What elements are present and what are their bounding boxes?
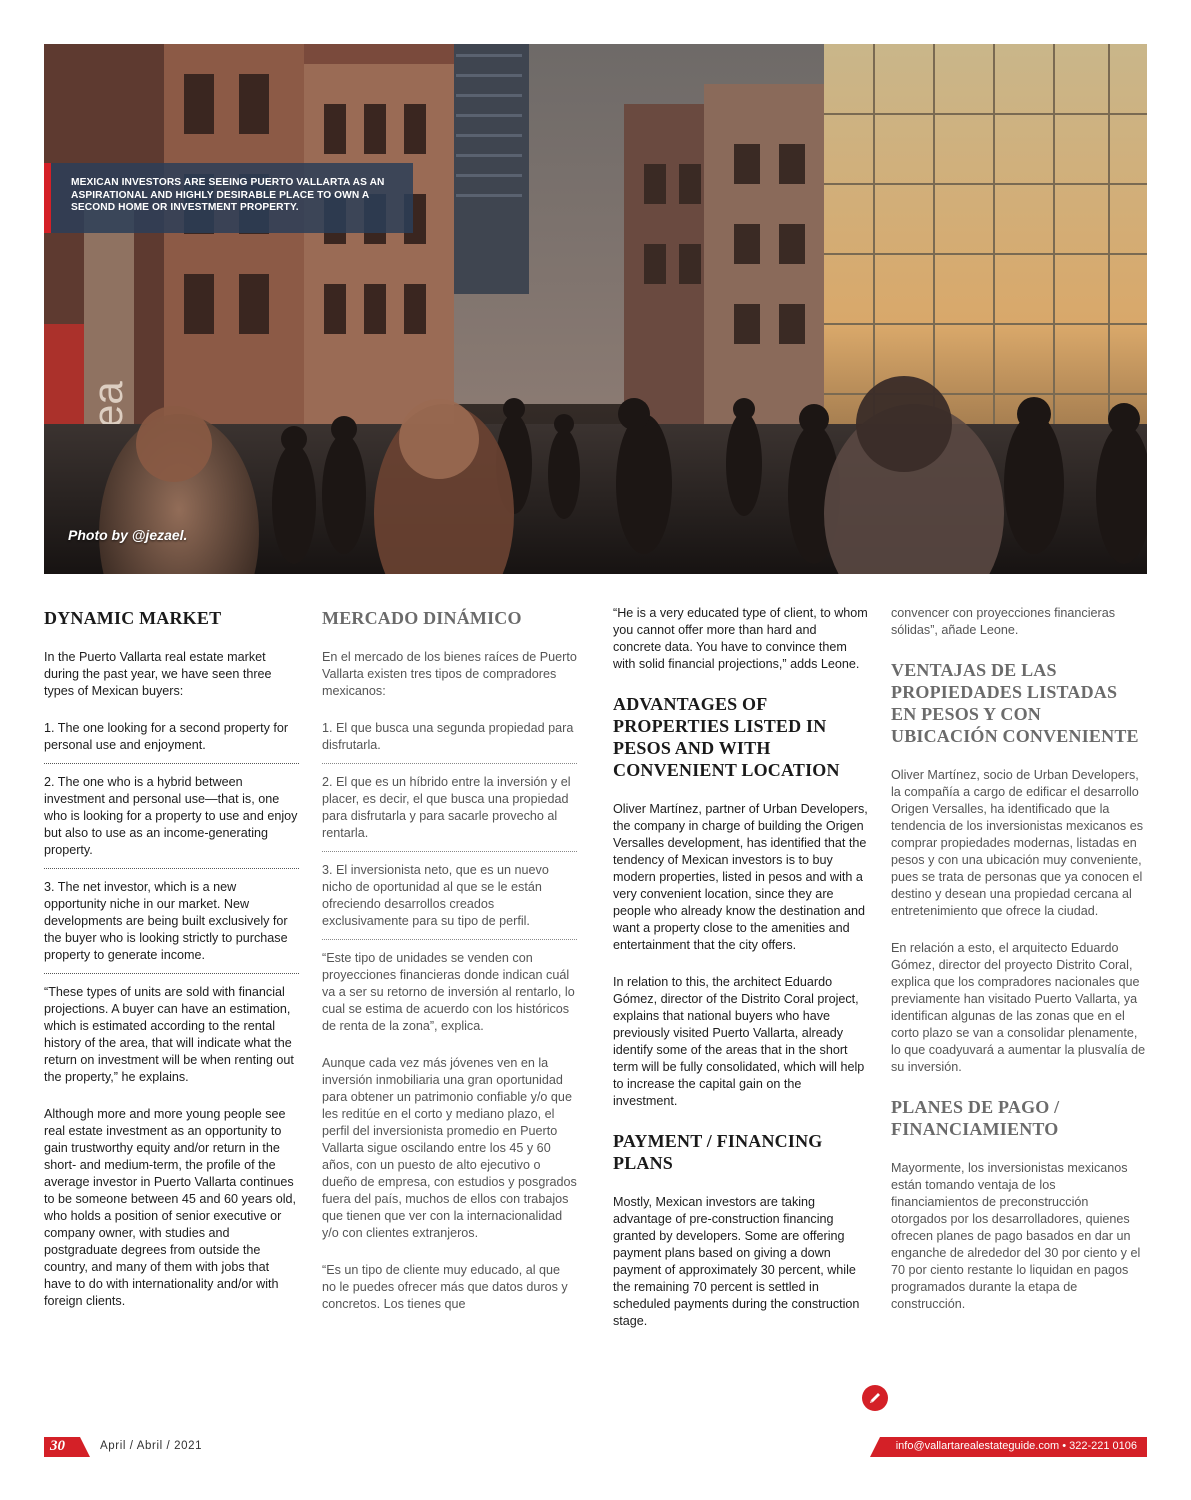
list-item: 2. El que es un híbrido entre la inversión y el placer, es decir, el que busca una propiedad para disfrutarla y para sacarle provecho al rentarla. bbox=[322, 775, 571, 840]
dotted-divider bbox=[322, 939, 577, 940]
pencil-icon bbox=[868, 1391, 882, 1405]
photo-caption-text: MEXICAN INVESTORS ARE SEEING PUERTO VALLARTA AS AN ASPIRATIONAL AND HIGHLY DESIRABLE PLACE TO OWN A SECOND HOME OR INVESTMENT PROPERTY. bbox=[71, 177, 385, 213]
issue-date: April / Abril / 2021 bbox=[100, 1440, 203, 1452]
paragraph: En el mercado de los bienes raíces de Puerto Vallarta existen tres tipos de compradores mexicanos: bbox=[322, 650, 577, 698]
column-spanish-1 bbox=[322, 605, 577, 1333]
heading-dynamic-market: DYNAMIC MARKET bbox=[44, 608, 222, 628]
list-item: 2. The one who is a hybrid between investment and personal use—that is, one who is looking for a property to use and enjoy but also to use as an income-generating property. bbox=[44, 775, 298, 857]
heading-mercado-dinamico: MERCADO DINÁMICO bbox=[322, 608, 522, 628]
heading-ventajas: VENTAJAS DE LAS PROPIEDADES LISTADAS EN PESOS Y CON UBICACIÓN CONVENIENTE bbox=[891, 660, 1139, 746]
paragraph: Oliver Martínez, partner of Urban Developers, the company in charge of building the Origen Versalles development, has identified that the tendency of Mexican investors is to buy modern properties, listed in pesos and with a very convenient location, since they are people who already know the destination and want a property close to the amenities and entertainment that the city offers. bbox=[613, 802, 868, 952]
paragraph: convencer con proyecciones financieras sólidas”, añade Leone. bbox=[891, 606, 1116, 637]
dotted-divider bbox=[322, 851, 577, 852]
page-number-badge bbox=[44, 1437, 94, 1457]
paragraph: Aunque cada vez más jóvenes ven en la inversión inmobiliaria una gran oportunidad para obtener un patrimonio confiable y/o que les reditúe en el corto y mediano plazo, el perfil del inversionista promedio en Puerto Vallarta sigue oscilando entre los 45 y 60 años, con un puesto de alto ejecutivo o dueño de empresa, con estudios y posgrados fuera del país, muchos de ellos con trabajos que tienen que ver con la internacionalidad y/o con clientes extranjeros. bbox=[322, 1056, 577, 1240]
paragraph: In the Puerto Vallarta real estate market during the past year, we have seen three types of Mexican buyers: bbox=[44, 650, 272, 698]
paragraph: “He is a very educated type of client, to whom you cannot offer more than hard and concrete data. You have to convince them with solid financial projections,” adds Leone. bbox=[613, 606, 868, 671]
page-number: 30 bbox=[50, 1438, 65, 1454]
column-english-1 bbox=[44, 605, 299, 1330]
contact-info: info@vallartarealestateguide.com • 322-221 0106 bbox=[895, 1440, 1137, 1452]
heading-advantages: ADVANTAGES OF PROPERTIES LISTED IN PESOS AND WITH CONVENIENT LOCATION bbox=[613, 694, 840, 780]
paragraph: En relación a esto, el arquitecto Eduardo Gómez, director del proyecto Distrito Coral, explica que los compradores nacionales que previamente han visitado Puerto Vallarta, ya identifican algunas de las zonas que en el corto plazo se van a consolidar plenamente, lo que coadyuvará a aumentar la plusvalía de su inversión. bbox=[891, 941, 1146, 1074]
column-english-2 bbox=[613, 605, 868, 1350]
list-item: 1. El que busca una segunda propiedad para disfrutarla. bbox=[322, 721, 574, 752]
list-item: 3. The net investor, which is a new opportunity niche in our market. New developments are being built exclusively for the buyer who is looking strictly to purchase property to generate income. bbox=[44, 880, 288, 962]
paragraph: “These types of units are sold with financial projections. A buyer can have an estimation, which is estimated according to the rental history of the area, that will indicate what the return on investment will be when renting out the property,” he explains. bbox=[44, 985, 294, 1084]
paragraph: Although more and more young people see real estate investment as an opportunity to gain trustworthy equity and/or return in the short- and medium-term, the profile of the average investor in Puerto Vallarta continues to be someone between 45 and 60 years old, who holds a position of senior executive or company owner, with studies and postgraduate degrees from outside the country, and many of them with jobs that have to do with internationality and/or with foreign clients. bbox=[44, 1107, 297, 1308]
paragraph: Mostly, Mexican investors are taking advantage of pre-construction financing granted by developers. Some are offering payment plans based on giving a down payment of approximately 30 percent, while the remaining 70 percent is settled in scheduled payments during the construction stage. bbox=[613, 1195, 860, 1328]
photo-credit: Photo by @jezael. bbox=[68, 527, 188, 543]
heading-payment-plans: PAYMENT / FINANCING PLANS bbox=[613, 1131, 823, 1173]
list-item: 3. El inversionista neto, que es un nuevo nicho de oportunidad al que se le están ofreciendo desarrollos creados exclusivamente para su tipo de perfil. bbox=[322, 863, 549, 928]
dotted-divider bbox=[322, 763, 577, 764]
photo-caption bbox=[44, 163, 413, 233]
dotted-divider bbox=[44, 763, 299, 764]
paragraph: Oliver Martínez, socio de Urban Developers, la compañía a cargo de edificar el desarrollo Origen Versalles, ha identificado que la tendencia de los inversionistas mexicanos es comprar propiedades modernas, listadas en pesos y con una ubicación muy conveniente, pues se trata de personas que ya conocen el destino y desean una propiedad cercana al entretenimiento que ofrece la ciudad. bbox=[891, 768, 1144, 918]
list-item: 1. The one looking for a second property for personal use and enjoyment. bbox=[44, 721, 289, 752]
heading-planes-de-pago: PLANES DE PAGO / FINANCIAMIENTO bbox=[891, 1097, 1060, 1139]
paragraph: Mayormente, los inversionistas mexicanos están tomando ventaja de los financiamientos de preconstrucción otorgados por los desarrolladores, quienes ofrecen planes de pago basados en dar un enganche de alrededor del 30 por ciento y el 70 por ciento restante lo liquidan en pagos programados durante la etapa de construcción. bbox=[891, 1161, 1141, 1311]
hero-photo bbox=[44, 44, 1147, 574]
paragraph: “Es un tipo de cliente muy educado, al que no le puedes ofrecer más que datos duros y concretos. Los tienes que bbox=[322, 1263, 568, 1311]
dotted-divider bbox=[44, 973, 299, 974]
paragraph: In relation to this, the architect Eduardo Gómez, director of the Distrito Coral project, explains that national buyers who have previously visited Puerto Vallarta, already identify some of the areas that in the short term will be fully consolidated, which will help to increase the capital gain on the investment. bbox=[613, 975, 865, 1108]
paragraph: “Este tipo de unidades se venden con proyecciones financieras donde indican cuál va a ser su retorno de inversión al rentarlo, lo cual se estima de acuerdo con los históricos de renta de la zona”, explica. bbox=[322, 951, 575, 1033]
column-spanish-2 bbox=[891, 605, 1146, 1333]
dotted-divider bbox=[44, 868, 299, 869]
contact-banner bbox=[870, 1437, 1147, 1457]
street-scene-illustration bbox=[44, 44, 1147, 574]
edit-badge[interactable] bbox=[862, 1385, 888, 1411]
